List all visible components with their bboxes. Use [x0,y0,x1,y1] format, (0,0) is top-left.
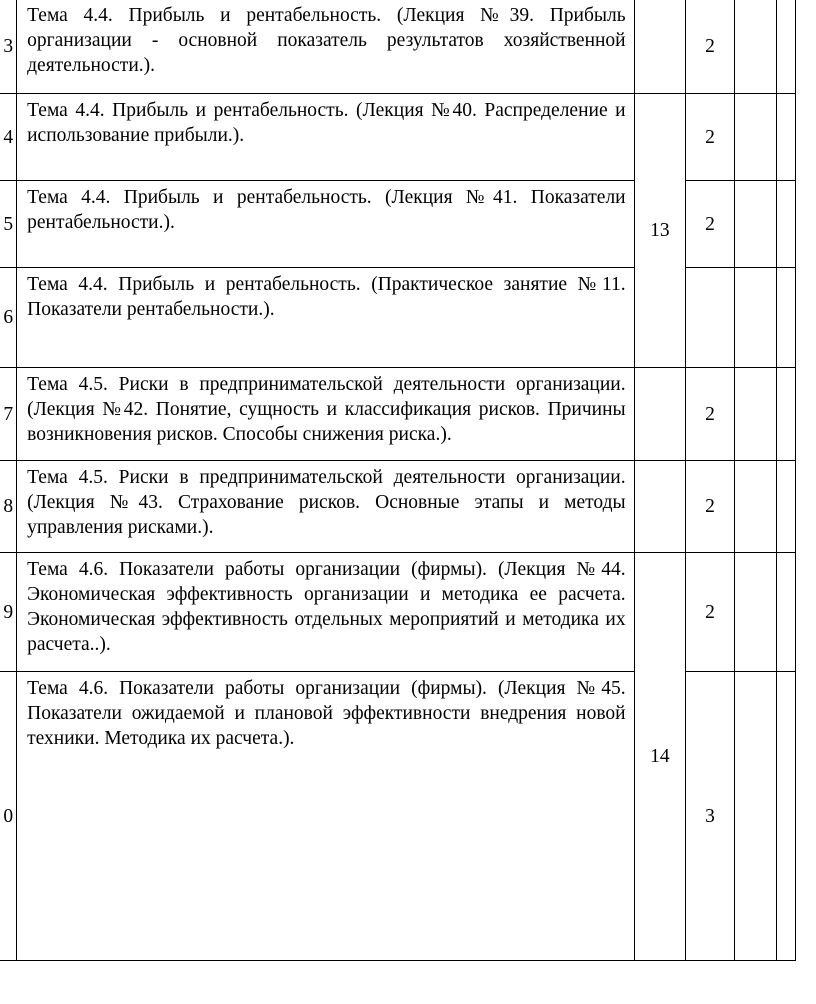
week-cell-empty [634,0,685,94]
empty-cell [777,0,796,94]
hours-cell: 3 [686,672,735,961]
empty-cell [777,461,796,553]
table-row [0,368,796,461]
hours-cell: 2 [686,368,735,461]
empty-cell [734,181,777,268]
hours-cell: 2 [686,0,735,94]
empty-cell [777,672,796,961]
row-number: 3 [0,0,17,94]
empty-cell [777,268,796,368]
topic-cell: Тема 4.5. Риски в предпринимательской деятельности организации. (Лекция №43. Страхование рисков. Основные этапы и методы управления рисками.). [17,461,635,553]
week-cell-empty [634,461,685,553]
empty-cell [734,368,777,461]
hours-cell: 2 [686,553,735,672]
empty-cell [777,368,796,461]
row-number: 6 [0,268,17,368]
row-number: 9 [0,553,17,672]
empty-cell [734,461,777,553]
topic-cell: Тема 4.4. Прибыль и рентабельность. (Практическое занятие №11. Показатели рентабельности.). [17,268,635,368]
topic-cell: Тема 4.4. Прибыль и рентабельность. (Лекция №40. Распределение и использование прибыли.). [17,94,635,181]
topic-cell: Тема 4.5. Риски в предпринимательской деятельности организации. (Лекция №42. Понятие, сущность и классификация рисков. Причины возникновения рисков. Способы снижения риска.). [17,368,635,461]
row-number: 5 [0,181,17,268]
topic-cell: Тема 4.6. Показатели работы организации (фирмы). (Лекция №44. Экономическая эффективность организации и методика ее расчета. Экономическая эффективность отдельных мероприятий и методика их расчета..). [17,553,635,672]
row-number: 7 [0,368,17,461]
table-row [0,0,796,94]
topic-cell: Тема 4.6. Показатели работы организации (фирмы). (Лекция №45. Показатели ожидаемой и плановой эффективности внедрения новой техники. Методика их расчета.). [17,672,635,961]
topic-cell: Тема 4.4. Прибыль и рентабельность. (Лекция №39. Прибыль организации - основной показатель результатов хозяйственной деятельности.). [17,0,635,94]
empty-cell [734,268,777,368]
hours-cell: 2 [686,461,735,553]
row-number: 8 [0,461,17,553]
empty-cell [734,0,777,94]
topic-cell: Тема 4.4. Прибыль и рентабельность. (Лекция №41. Показатели рентабельности.). [17,181,635,268]
hours-cell [686,268,735,368]
week-cell: 14 [634,553,685,961]
empty-cell [777,553,796,672]
empty-cell [734,672,777,961]
hours-cell: 2 [686,94,735,181]
table-row [0,94,796,181]
week-cell-empty [634,368,685,461]
week-cell: 13 [634,94,685,368]
hours-cell: 2 [686,181,735,268]
empty-cell [777,94,796,181]
empty-cell [734,553,777,672]
empty-cell [734,94,777,181]
empty-cell [777,181,796,268]
row-number: 4 [0,94,17,181]
table-row [0,461,796,553]
table-row [0,553,796,672]
row-number: 0 [0,672,17,961]
